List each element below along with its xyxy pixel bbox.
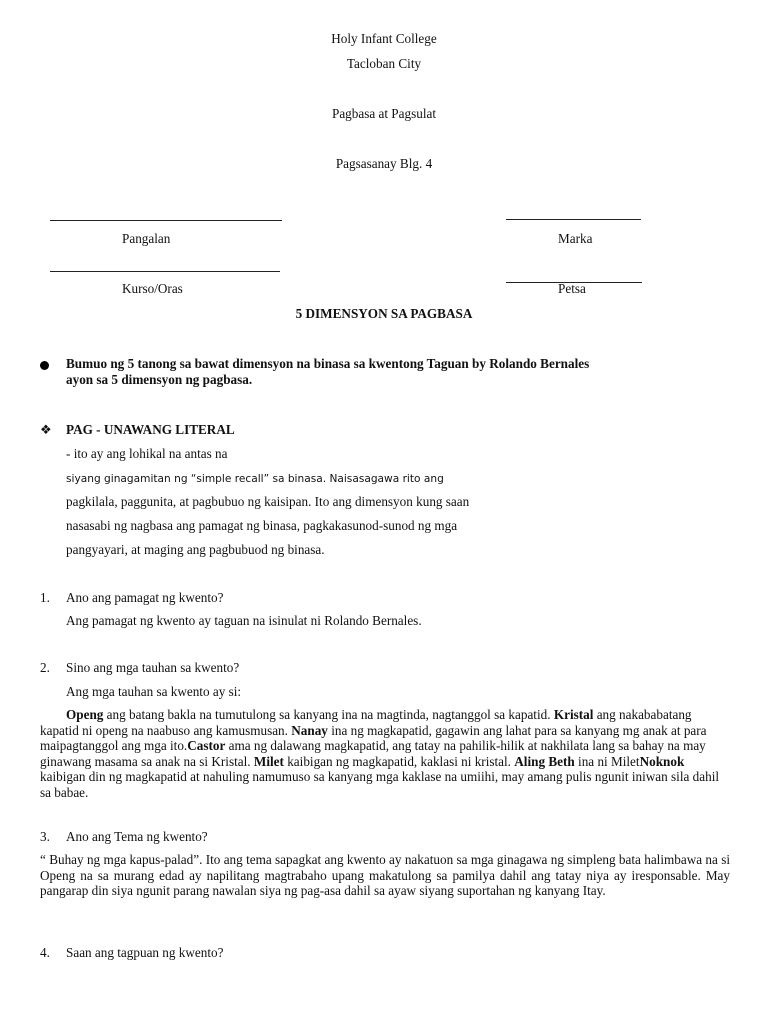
characters-paragraph — [40, 707, 730, 801]
character-name: Castor — [187, 738, 226, 754]
character-desc: ina ng magkapatid, gagawin ang lahat para sa kanyang mg anak at para maipagtanggol ang mga ito. — [40, 722, 707, 754]
question-number: 4. — [40, 945, 50, 960]
instruction-line-1: Bumuo ng 5 tanong sa bawat dimensyon na binasa sa kwentong Taguan by Rolando Bernales — [66, 356, 590, 371]
character-name: Aling Beth — [514, 753, 575, 769]
character-desc: ama ng dalawang magkapatid, ang tatay na pahilik-hilik at nakhilata lang sa bahay na may ginawang masama sa anak na si Kristal. — [40, 738, 706, 769]
question-text: Ano ang Tema ng kwento? — [66, 829, 208, 844]
section-desc-1: - ito ay ang lohikal na antas na — [66, 446, 228, 461]
score-line[interactable] — [506, 219, 641, 220]
section-desc-5: pangyayari, at maging ang pagbubuod ng binasa. — [66, 542, 325, 557]
answer-text: Ang pamagat ng kwento ay taguan na isinulat ni Rolando Bernales. — [66, 613, 422, 628]
score-label: Marka — [558, 231, 593, 246]
character-name: Noknok — [639, 753, 685, 769]
question-number: 3. — [40, 829, 50, 844]
question-number: 1. — [40, 590, 50, 605]
section-desc-2b: Naisasagawa rito ang — [326, 473, 444, 485]
course-line[interactable] — [50, 271, 280, 272]
character-desc: kaibigan ng magkapatid, kaklasi ni kristal. — [283, 753, 515, 769]
section-heading: PAG - UNAWANG LITERAL — [66, 422, 235, 437]
diamond-bullet-icon: ❖ — [40, 423, 52, 438]
question-text: Ano ang pamagat ng kwento? — [66, 590, 224, 605]
answer-text: Ang mga tauhan sa kwento ay si: — [66, 684, 242, 699]
character-desc: ina ni Milet — [574, 753, 640, 769]
course-label: Kurso/Oras — [122, 281, 183, 296]
exercise-number: Pagsasanay Blg. 4 — [335, 156, 433, 171]
school-city: Tacloban City — [346, 56, 422, 71]
subject-title: Pagbasa at Pagsulat — [331, 106, 436, 121]
section-desc-2a: siyang ginagamitan ng “simple recall” sa binasa. — [66, 473, 327, 485]
bullet-icon — [40, 361, 49, 370]
document-title: 5 DIMENSYON SA PAGBASA — [295, 306, 473, 321]
section-desc-4: nasasabi ng nagbasa ang pamagat ng binasa, pagkakasunod-sunod ng mga — [66, 518, 458, 533]
character-name: Kristal — [553, 707, 594, 722]
name-line[interactable] — [50, 220, 282, 221]
character-name: Nanay — [291, 722, 328, 738]
question-number: 2. — [40, 660, 50, 675]
date-label: Petsa — [558, 281, 586, 296]
character-name: Openg — [66, 707, 104, 722]
character-desc: ang nakababatang kapatid ni openg na naabuso ang kamusmusan. — [40, 707, 692, 738]
school-name: Holy Infant College — [331, 31, 437, 46]
instruction-line-2: ayon sa 5 dimensyon ng pagbasa. — [66, 372, 253, 387]
character-name: Milet — [253, 753, 284, 769]
question-text: Saan ang tagpuan ng kwento? — [66, 945, 224, 960]
character-desc: kaibigan din ng magkapatid at nahuling namumuso sa kanyang mga kaklase na umiihi, may amang pulis ngunit iniwan sila dahil sa babae. — [40, 769, 720, 800]
section-desc-3: pagkilala, paggunita, at pagbubuo ng kaisipan. Ito ang dimensyon kung saan — [66, 494, 470, 509]
section-desc-2 — [66, 470, 444, 486]
character-desc: ang batang bakla na tumutulong sa kanyang ina na magtinda, nagtanggol sa kapatid. — [103, 707, 554, 722]
name-label: Pangalan — [122, 231, 171, 246]
question-text: Sino ang mga tauhan sa kwento? — [66, 660, 240, 675]
answer-text: “ Buhay ng mga kapus-palad”. Ito ang tema sapagkat ang kwento ay nakatuon sa mga ginagawa ng simpleng bata halimbawa na si Openg na sa murang edad ay napilitang magtrabaho upang makatulong sa pamilya dahil ang tatay niya ay iresponsable. May pangarap din siya ngunit parang nawalan siya ng pag-asa dahil sa ayaw siyang suportahan ng kanyang Itay. — [40, 852, 730, 899]
